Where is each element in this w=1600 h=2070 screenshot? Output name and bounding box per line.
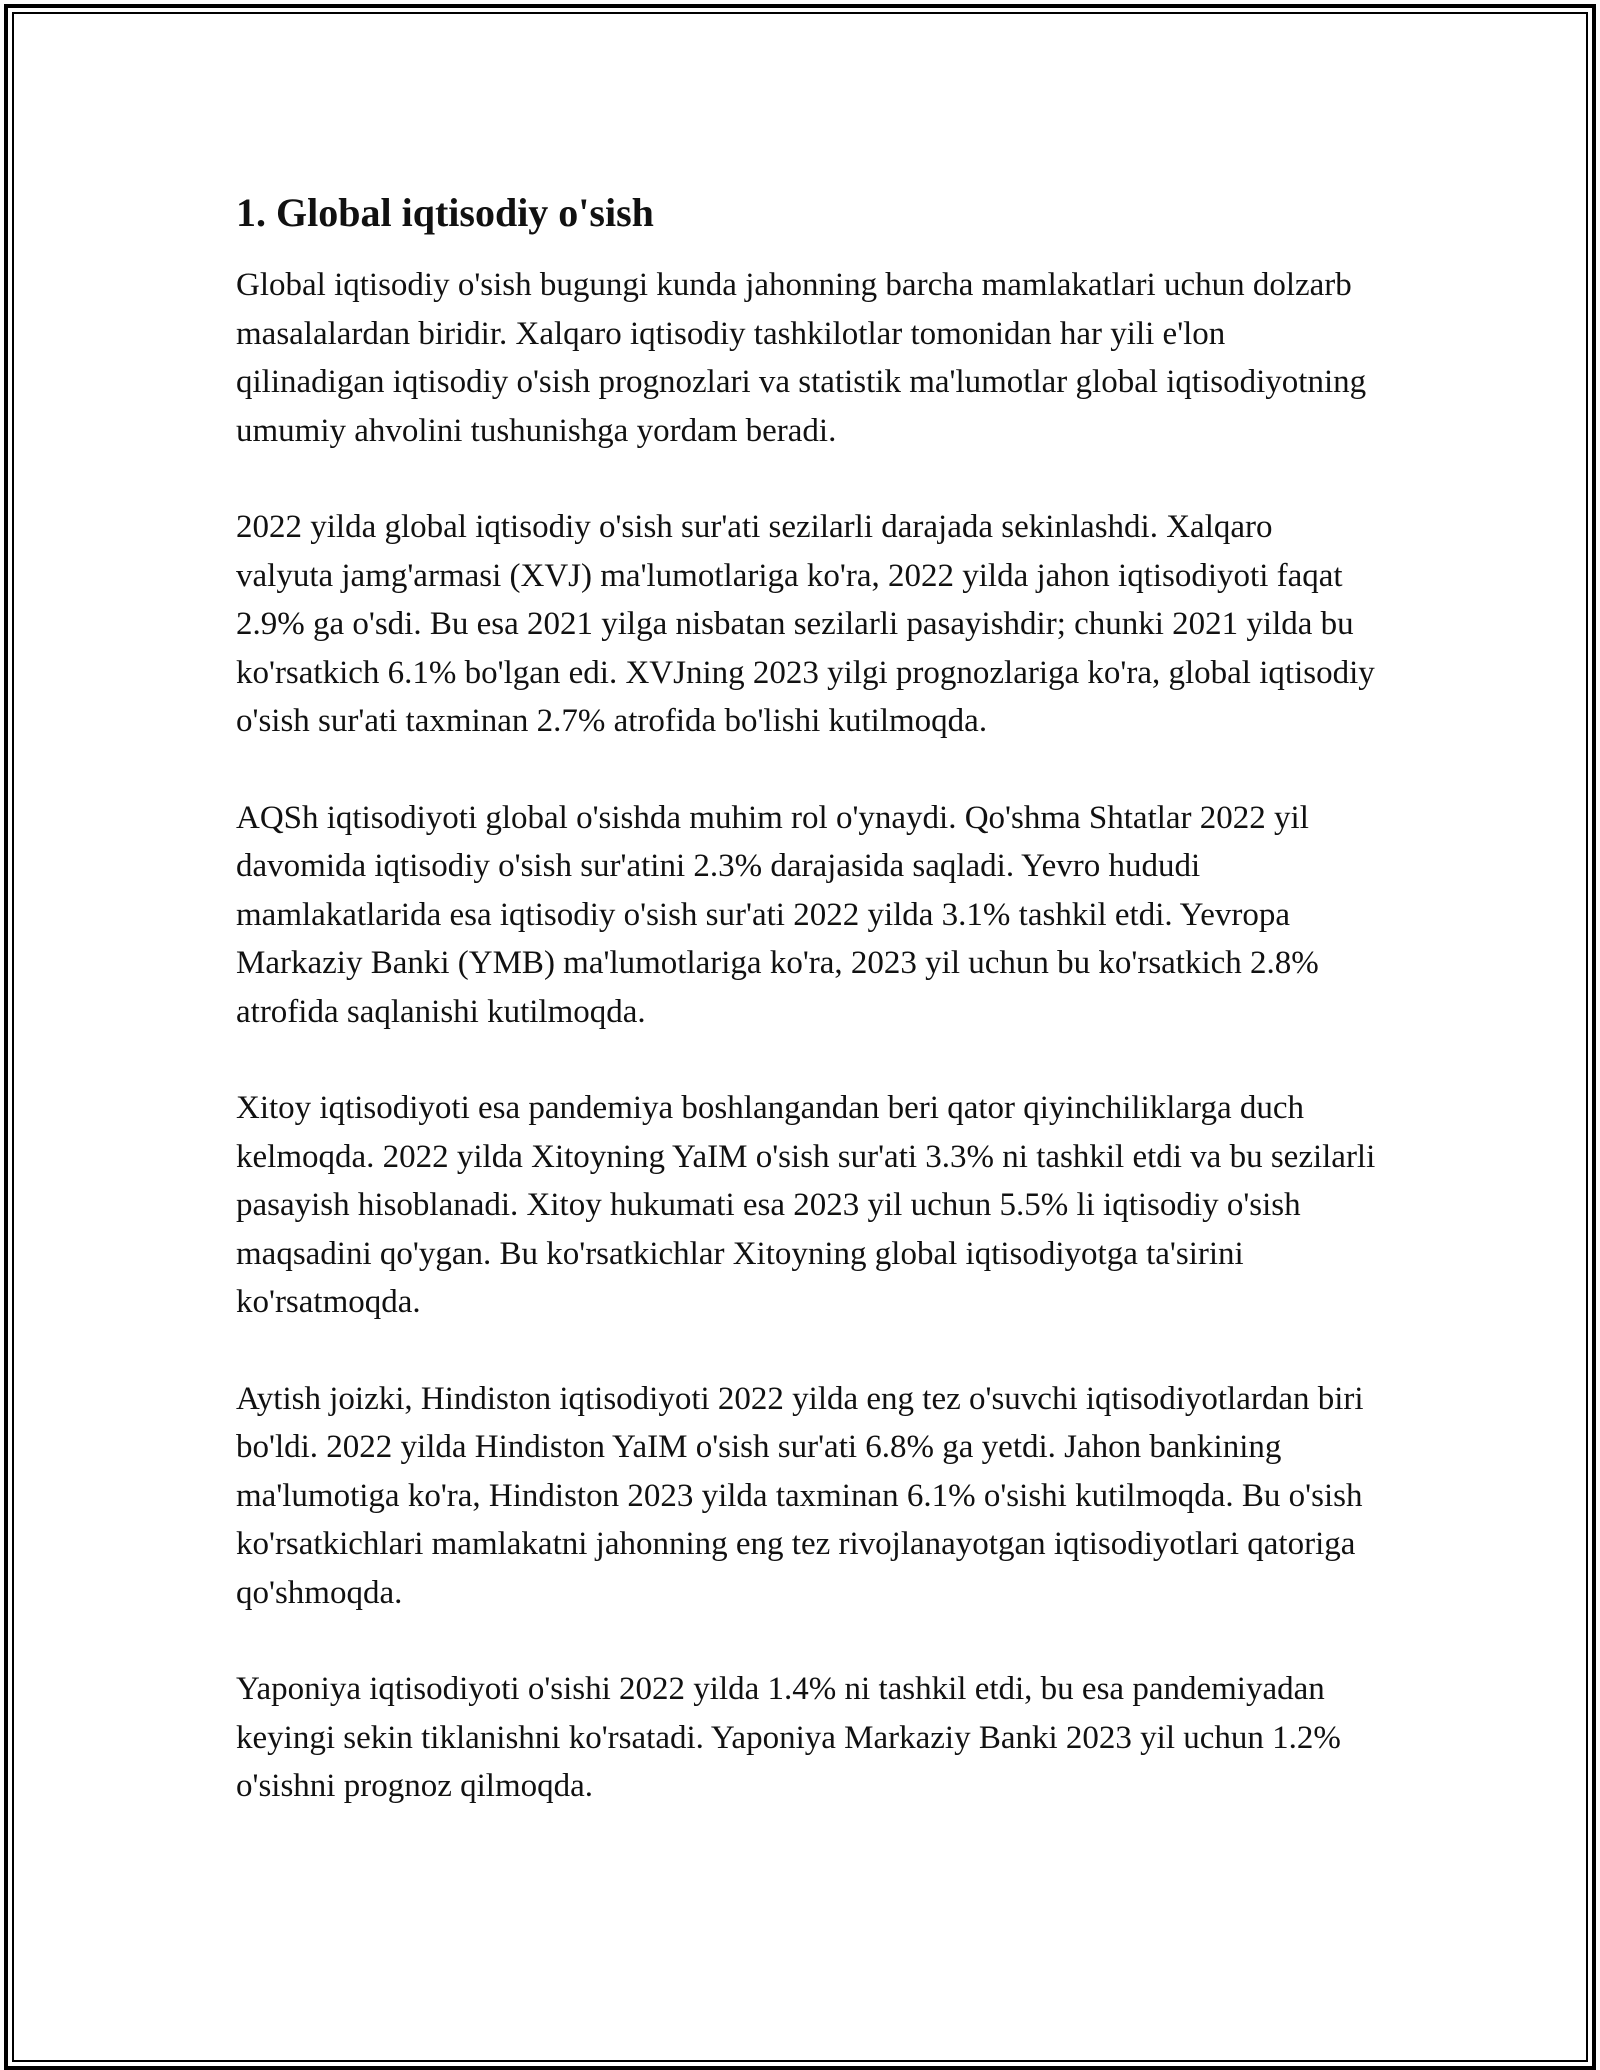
- section-heading: 1. Global iqtisodiy o'sish: [236, 190, 654, 235]
- paragraph-india: Aytish joizki, Hindiston iqtisodiyoti 2022 yilda eng tez o'suvchi iqtisodiyotlardan biri bo'ldi. 2022 yilda Hindiston YaIM o'sish sur'ati 6.8% ga yetdi. Jahon bankining ma'lumotiga ko'ra, Hindiston 2023 yilda taxminan 6.1% o'sishi kutilmoqda. Bu o'sish ko'rsatkichlari mamlakatni jahonning eng tez rivojlanayotgan iqtisodiyotlari qatoriga qo'shmoqda.: [236, 1380, 1364, 1611]
- paragraph-global-2022: 2022 yilda global iqtisodiy o'sish sur'ati sezilarli darajada sekinlashdi. Xalqaro valyuta jamg'armasi (XVJ) ma'lumotlariga ko'ra, 2022 yilda jahon iqtisodiyoti faqat 2.9% ga o'sdi. Bu esa 2021 yilga nisbatan sezilarli pasayishdir; chunki 2021 yilda bu ko'rsatkich 6.1% bo'lgan edi. XVJning 2023 yilgi prognozlariga ko'ra, global iqtisodiy o'sish sur'ati taxminan 2.7% atrofida bo'lishi kutilmoqda.: [236, 509, 1375, 739]
- paragraph-intro: Global iqtisodiy o'sish bugungi kunda jahonning barcha mamlakatlari uchun dolzarb masalalardan biridir. Xalqaro iqtisodiy tashkilotlar tomonidan har yili e'lon qilinadigan iqtisodiy o'sish prognozlari va statistik ma'lumotlar global iqtisodiyotning umumiy ahvolini tushunishga yordam beradi.: [236, 267, 1367, 449]
- paragraph-usa-eurozone: AQSh iqtisodiyoti global o'sishda muhim rol o'ynaydi. Qo'shma Shtatlar 2022 yil davomida iqtisodiy o'sish sur'atini 2.3% darajasida saqladi. Yevro hududi mamlakatlarida esa iqtisodiy o'sish sur'ati 2022 yilda 3.1% tashkil etdi. Yevropa Markaziy Banki (YMB) ma'lumotlariga ko'ra, 2023 yil uchun bu ko'rsatkich 2.8% atrofida saqlanishi kutilmoqda.: [236, 799, 1319, 1030]
- document-body: [236, 185, 1376, 1859]
- paragraph-japan: Yaponiya iqtisodiyoti o'sishi 2022 yilda 1.4% ni tashkil etdi, bu esa pandemiyadan keyingi sekin tiklanishni ko'rsatadi. Yaponiya Markaziy Banki 2023 yil uchun 1.2% o'sishni prognoz qilmoqda.: [236, 1671, 1341, 1804]
- paragraph-china: Xitoy iqtisodiyoti esa pandemiya boshlangandan beri qator qiyinchiliklarga duch kelmoqda. 2022 yilda Xitoyning YaIM o'sish sur'ati 3.3% ni tashkil etdi va bu sezilarli pasayish hisoblanadi. Xitoy hukumati esa 2023 yil uchun 5.5% li iqtisodiy o'sish maqsadini qo'ygan. Bu ko'rsatkichlar Xitoyning global iqtisodiyotga ta'sirini ko'rsatmoqda.: [236, 1090, 1376, 1320]
